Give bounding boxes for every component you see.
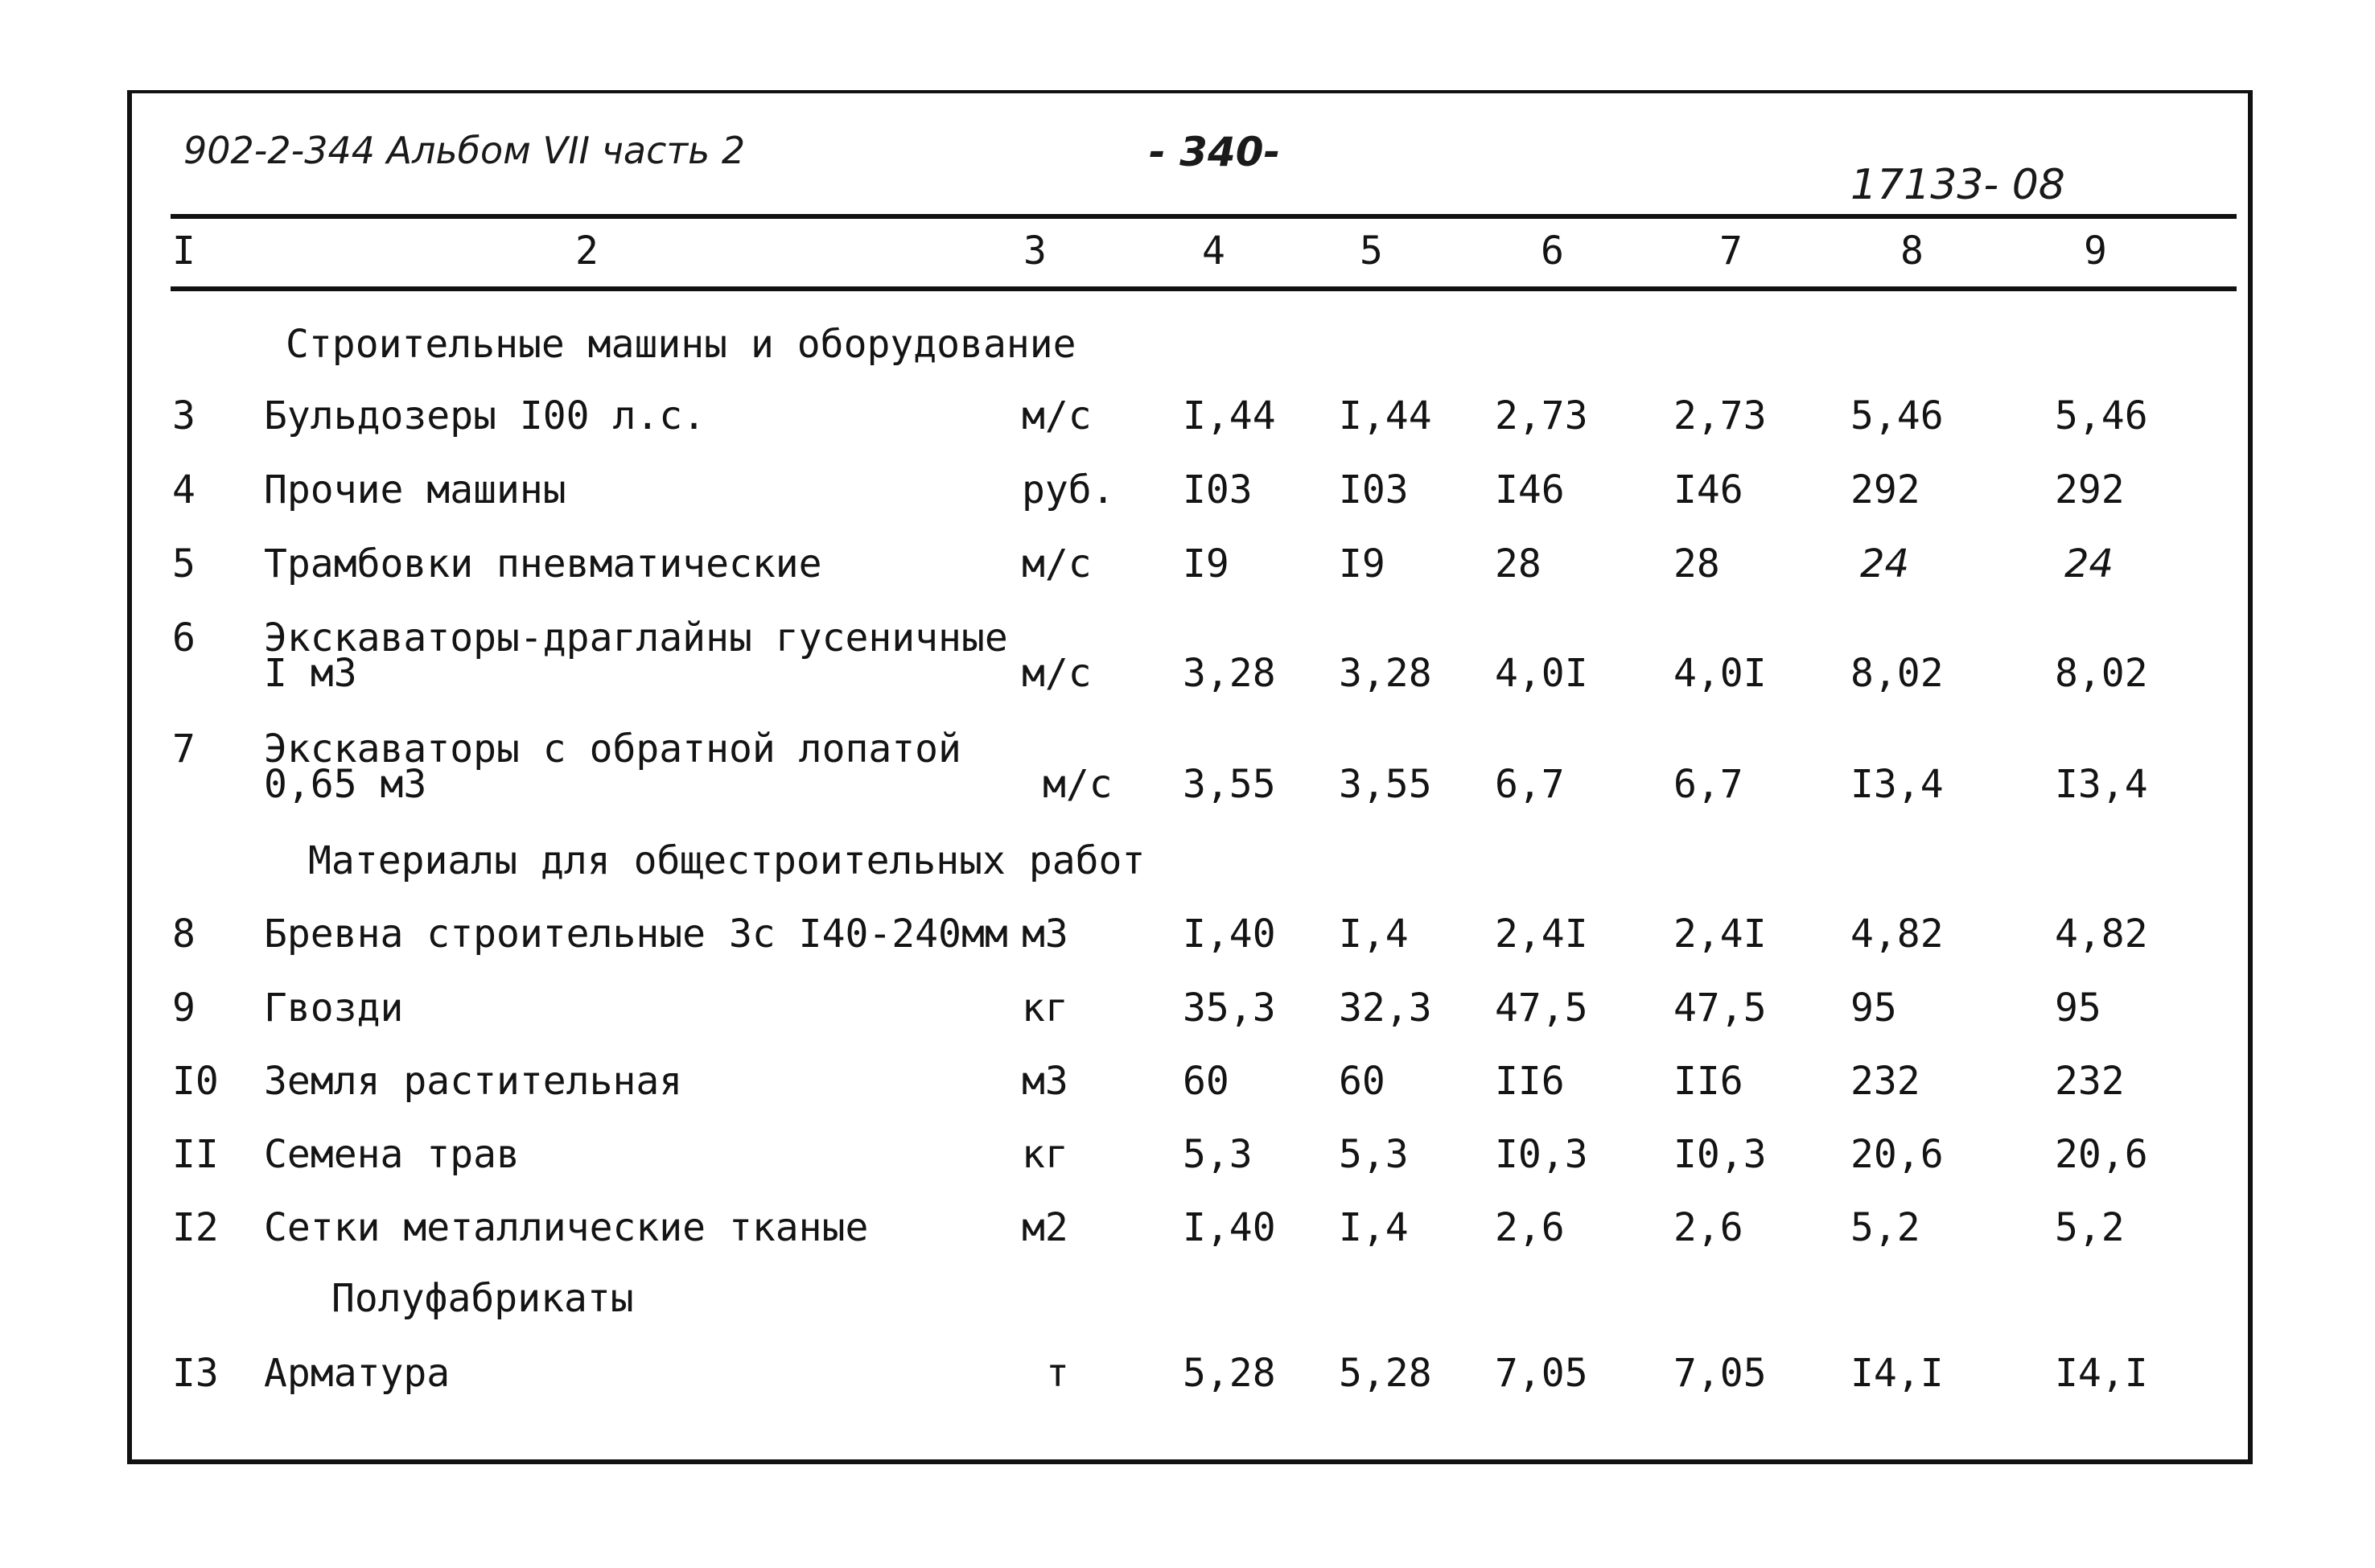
row-number: II bbox=[172, 1132, 219, 1177]
value-col-6: 6,7 bbox=[1495, 762, 1565, 807]
row-number: 6 bbox=[172, 615, 196, 661]
value-col-8: 5,2 bbox=[1850, 1205, 1920, 1250]
unit: м/с bbox=[1022, 651, 1092, 696]
value-col-9: 8,02 bbox=[2055, 651, 2148, 696]
value-col-9: 5,46 bbox=[2055, 393, 2148, 438]
value-col-8: 292 bbox=[1850, 467, 1920, 512]
value-col-9: 5,2 bbox=[2055, 1205, 2125, 1250]
value-col-5: I,4 bbox=[1339, 1205, 1409, 1250]
value-col-9: I3,4 bbox=[2055, 762, 2148, 807]
item-name: Экскаваторы-драглайны гусеничные bbox=[264, 615, 1008, 661]
value-col-4: I03 bbox=[1183, 467, 1253, 512]
value-col-5: I,44 bbox=[1339, 393, 1432, 438]
value-col-7: 2,6 bbox=[1673, 1205, 1743, 1250]
value-col-9: 95 bbox=[2055, 986, 2101, 1031]
section-title: Строительные машины и оборудование bbox=[286, 322, 1076, 367]
column-number: 5 bbox=[1360, 228, 1383, 274]
value-col-4: 60 bbox=[1183, 1059, 1229, 1104]
item-name: Трамбовки пневматические bbox=[264, 541, 822, 586]
value-col-5: I9 bbox=[1339, 541, 1385, 586]
item-name: Бревна строительные 3с I40-240мм bbox=[264, 912, 1008, 957]
value-col-6: 2,6 bbox=[1495, 1205, 1565, 1250]
row-number: 3 bbox=[172, 393, 196, 438]
value-col-8: 20,6 bbox=[1850, 1132, 1944, 1177]
value-col-8: 24 bbox=[1860, 541, 1910, 586]
header-rule-top bbox=[171, 214, 2237, 219]
unit: м3 bbox=[1022, 912, 1068, 957]
value-col-4: I,40 bbox=[1183, 912, 1276, 957]
value-col-4: I,44 bbox=[1183, 393, 1276, 438]
row-number: 9 bbox=[172, 986, 196, 1031]
value-col-4: I9 bbox=[1183, 541, 1229, 586]
value-col-5: 5,28 bbox=[1339, 1351, 1432, 1396]
row-number: 8 bbox=[172, 912, 196, 957]
value-col-7: 2,73 bbox=[1673, 393, 1767, 438]
value-col-7: I46 bbox=[1673, 467, 1743, 512]
value-col-4: 35,3 bbox=[1183, 986, 1276, 1031]
value-col-5: 3,55 bbox=[1339, 762, 1432, 807]
item-name-continued: 0,65 м3 bbox=[264, 762, 427, 807]
value-col-7: 6,7 bbox=[1673, 762, 1743, 807]
row-number: I0 bbox=[172, 1059, 219, 1104]
unit: кг bbox=[1022, 986, 1068, 1031]
column-number: 2 bbox=[575, 228, 599, 274]
value-col-5: 3,28 bbox=[1339, 651, 1432, 696]
value-col-9: 292 bbox=[2055, 467, 2125, 512]
item-name: Семена трав bbox=[264, 1132, 520, 1177]
item-name: Бульдозеры I00 л.с. bbox=[264, 393, 706, 438]
column-number: 4 bbox=[1202, 228, 1225, 274]
unit: м3 bbox=[1022, 1059, 1068, 1104]
column-number: 6 bbox=[1541, 228, 1564, 274]
value-col-6: 2,4I bbox=[1495, 912, 1588, 957]
value-col-7: I0,3 bbox=[1673, 1132, 1767, 1177]
value-col-9: 4,82 bbox=[2055, 912, 2148, 957]
value-col-6: 7,05 bbox=[1495, 1351, 1588, 1396]
row-number: I3 bbox=[172, 1351, 219, 1396]
row-number: I2 bbox=[172, 1205, 219, 1250]
section-title: Полуфабрикаты bbox=[331, 1276, 634, 1321]
doc-code: 902-2-344 Альбом VII часть 2 bbox=[183, 129, 746, 172]
unit: м/с bbox=[1043, 762, 1113, 807]
value-col-4: 5,28 bbox=[1183, 1351, 1276, 1396]
value-col-6: I0,3 bbox=[1495, 1132, 1588, 1177]
value-col-8: 8,02 bbox=[1850, 651, 1944, 696]
reference-number: 17133- 08 bbox=[1850, 161, 2065, 209]
item-name: Сетки металлические тканые bbox=[264, 1205, 869, 1250]
item-name-continued: I м3 bbox=[264, 651, 357, 696]
value-col-7: II6 bbox=[1673, 1059, 1743, 1104]
value-col-4: 3,28 bbox=[1183, 651, 1276, 696]
value-col-9: I4,I bbox=[2055, 1351, 2148, 1396]
value-col-7: 28 bbox=[1673, 541, 1720, 586]
column-number: 7 bbox=[1719, 228, 1743, 274]
value-col-8: 95 bbox=[1850, 986, 1897, 1031]
value-col-8: 5,46 bbox=[1850, 393, 1944, 438]
unit: м2 bbox=[1022, 1205, 1068, 1250]
item-name: Арматура bbox=[264, 1351, 451, 1396]
row-number: 4 bbox=[172, 467, 196, 512]
row-number: 7 bbox=[172, 726, 196, 772]
value-col-5: 60 bbox=[1339, 1059, 1385, 1104]
item-name: Гвозди bbox=[264, 986, 404, 1031]
unit: т bbox=[1046, 1351, 1069, 1396]
page-number: - 340- bbox=[1149, 129, 1281, 175]
row-number: 5 bbox=[172, 541, 196, 586]
column-number: 8 bbox=[1900, 228, 1924, 274]
value-col-4: I,40 bbox=[1183, 1205, 1276, 1250]
column-number: 9 bbox=[2084, 228, 2107, 274]
value-col-9: 24 bbox=[2064, 541, 2114, 586]
value-col-8: I3,4 bbox=[1850, 762, 1944, 807]
value-col-5: I,4 bbox=[1339, 912, 1409, 957]
header-rule-bottom bbox=[171, 286, 2237, 291]
value-col-8: 4,82 bbox=[1850, 912, 1944, 957]
column-number: I bbox=[172, 228, 196, 274]
item-name: Прочие машины bbox=[264, 467, 566, 512]
unit: м/с bbox=[1022, 393, 1092, 438]
value-col-7: 2,4I bbox=[1673, 912, 1767, 957]
value-col-6: 28 bbox=[1495, 541, 1541, 586]
section-title: Материалы для общестроительных работ bbox=[308, 838, 1146, 883]
unit: м/с bbox=[1022, 541, 1092, 586]
value-col-8: I4,I bbox=[1850, 1351, 1944, 1396]
value-col-9: 232 bbox=[2055, 1059, 2125, 1104]
item-name: Земля растительная bbox=[264, 1059, 683, 1104]
value-col-7: 7,05 bbox=[1673, 1351, 1767, 1396]
value-col-6: 47,5 bbox=[1495, 986, 1588, 1031]
value-col-8: 232 bbox=[1850, 1059, 1920, 1104]
column-number: 3 bbox=[1023, 228, 1047, 274]
value-col-6: I46 bbox=[1495, 467, 1565, 512]
value-col-5: 5,3 bbox=[1339, 1132, 1409, 1177]
value-col-5: I03 bbox=[1339, 467, 1409, 512]
value-col-9: 20,6 bbox=[2055, 1132, 2148, 1177]
value-col-6: 2,73 bbox=[1495, 393, 1588, 438]
item-name: Экскаваторы с обратной лопатой bbox=[264, 726, 961, 772]
value-col-6: II6 bbox=[1495, 1059, 1565, 1104]
value-col-7: 4,0I bbox=[1673, 651, 1767, 696]
value-col-7: 47,5 bbox=[1673, 986, 1767, 1031]
unit: руб. bbox=[1022, 467, 1115, 512]
value-col-5: 32,3 bbox=[1339, 986, 1432, 1031]
value-col-6: 4,0I bbox=[1495, 651, 1588, 696]
unit: кг bbox=[1022, 1132, 1068, 1177]
value-col-4: 3,55 bbox=[1183, 762, 1276, 807]
value-col-4: 5,3 bbox=[1183, 1132, 1253, 1177]
